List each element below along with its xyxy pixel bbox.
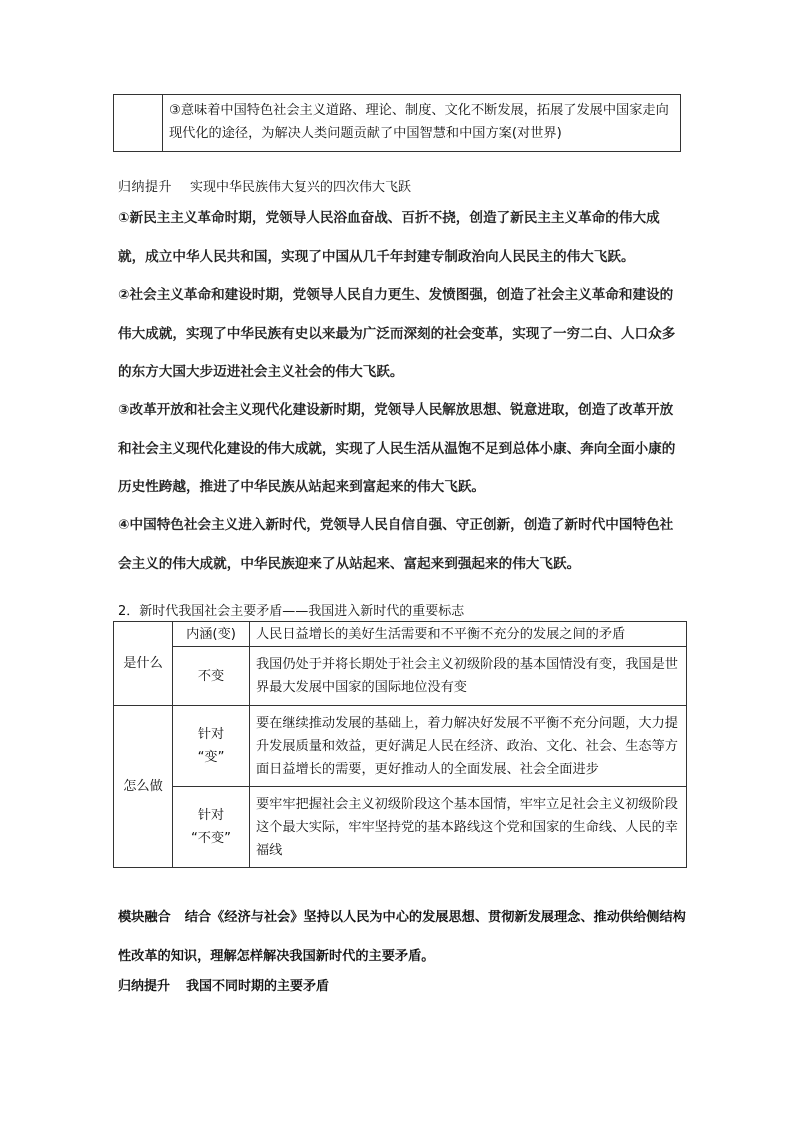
paragraph-3: ③改革开放和社会主义现代化建设新时期，党领导人民解放思想、锐意进取，创造了改革开放和社会主义现代化建设的伟大成就，实现了人民生活从温饱不足到总体小康、奔向全面小康的历史性跨越，推进了中华民族从站起来到富起来的伟大飞跃。 (118, 402, 676, 495)
what-cell: 是什么 (114, 622, 173, 706)
module-text: 结合《经济与社会》坚持以人民为中心的发展思想、贯彻新发展理念、推动供给侧结构性改革的知识，理解怎样解决我国新时代的主要矛盾。 (118, 910, 686, 964)
summary-label: 归纳提升 (118, 180, 173, 195)
paragraph-4: ④中国特色社会主义进入新时代，党领导人民自信自强、守正创新，创造了新时代中国特色社会主义的伟大成就，中华民族迎来了从站起来、富起来到强起来的伟大飞跃。 (118, 517, 674, 572)
summary-title: 实现中华民族伟大复兴的四次伟大飞跃 (190, 180, 412, 195)
paragraph-1: ①新民主主义革命时期，党领导人民浴血奋战、百折不挠，创造了新民主主义革命的伟大成就，成立中华人民共和国，实现了中国从几千年封建专制政治向人民民主的伟大飞跃。 (118, 210, 660, 265)
for-change-text: 要在继续推动发展的基础上，着力解决好发展不平衡不充分问题，大力提升发展质量和效益，更好满足人民在经济、政治、文化、社会、生态等方面日益增长的需要，更好推动人的全面发展、社会全面进步 (250, 706, 687, 787)
for-unchanged-line-1: 针对 (197, 808, 225, 823)
how-cell: 怎么做 (114, 706, 173, 868)
module-paragraph (118, 898, 688, 976)
paragraph-2: ②社会主义革命和建设时期，党领导人民自力更生、发愤图强，创造了社会主义革命和建设的伟大成就，实现了中华民族有史以来最为广泛而深刻的社会变革，实现了一穷二白、人口众多的东方大国大步迈进社会主义社会的伟大飞跃。 (118, 287, 676, 380)
top-table-text: ③意味着中国特色社会主义道路、理论、制度、文化不断发展，拓展了发展中国家走向现代化的途径，为解决人类问题贡献了中国智慧和中国方案(对世界) (169, 103, 669, 141)
for-unchanged-line-2: “不变” (190, 831, 232, 846)
top-table (113, 94, 681, 152)
table-row (114, 787, 687, 868)
contradiction-table (113, 621, 687, 868)
unchanged-label: 不变 (173, 647, 250, 706)
summary-title: 我国不同时期的主要矛盾 (186, 979, 330, 994)
table-row (114, 706, 687, 787)
for-unchanged-label (173, 787, 250, 868)
summary-label: 归纳提升 (118, 979, 171, 994)
connotation-label: 内涵(变) (173, 622, 250, 647)
summary-heading-2 (118, 975, 329, 994)
unchanged-text: 我国仍处于并将长期处于社会主义初级阶段的基本国情没有变，我国是世界最大发展中国家的国际地位没有变 (250, 647, 687, 706)
for-change-line-1: 针对 (197, 727, 225, 742)
section-2-title: 2．新时代我国社会主要矛盾——我国进入新时代的重要标志 (118, 604, 465, 619)
for-unchanged-text: 要牢牢把握社会主义初级阶段这个基本国情，牢牢立足社会主义初级阶段这个最大实际，牢牢坚持党的基本路线这个党和国家的生命线、人民的幸福线 (250, 787, 687, 868)
top-table-empty-cell (114, 95, 163, 151)
for-change-line-2: “变” (197, 750, 225, 765)
connotation-text: 人民日益增长的美好生活需要和不平衡不充分的发展之间的矛盾 (250, 622, 687, 647)
summary-heading-1 (118, 176, 411, 195)
module-label: 模块融合 (118, 910, 171, 925)
table-row (114, 647, 687, 706)
table-row (114, 622, 687, 647)
for-change-label (173, 706, 250, 787)
